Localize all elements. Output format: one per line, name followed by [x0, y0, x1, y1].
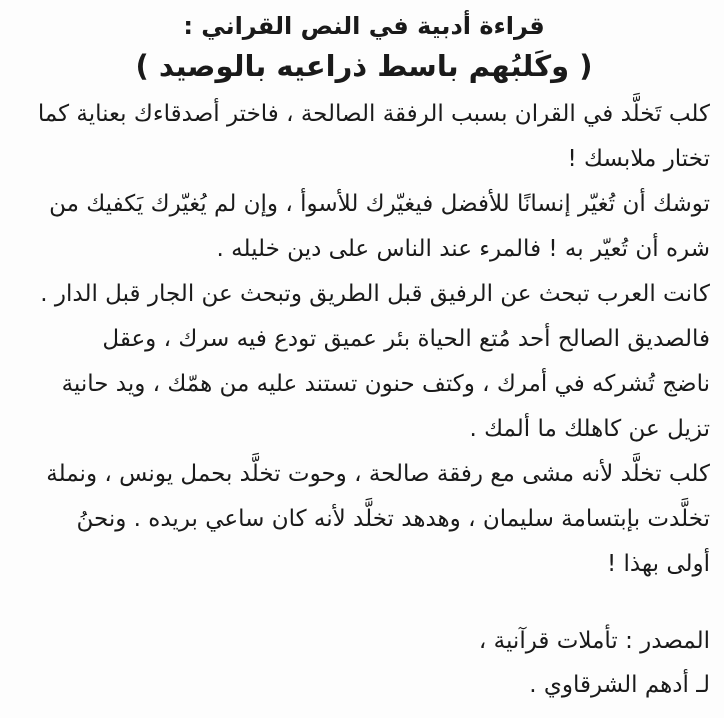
body-line: أولى بهذا ! — [607, 551, 710, 577]
quran-verse-heading: ( وكَلبُهم باسط ذراعيه بالوصيد ) — [135, 49, 593, 83]
body-line: توشك أن تُغيّر إنسانًا للأفضل فيغيّرك للأسوأ ، وإن لم يُغيّرك يَكفيك من — [49, 191, 710, 217]
body-line: كلب تخلَّد لأنه مشى مع رفقة صالحة ، وحوت تخلَّد بحمل يونس ، ونملة — [46, 461, 710, 487]
body-line: تخلَّدت بإبتسامة سليمان ، وهدهد تخلَّد لأنه كان ساعي بريده . ونحنُ — [76, 506, 710, 532]
page-title: قراءة أدبية في النص القراني : — [183, 12, 545, 40]
body-line: شره أن تُعيّر به ! فالمرء عند الناس على دين خليله . — [216, 236, 710, 262]
source-line: المصدر : تأملات قرآنية ، — [478, 628, 710, 654]
body-line: فالصديق الصالح أحد مُتع الحياة بئر عميق تودع فيه سرك ، وعقل — [102, 326, 710, 352]
body-text — [18, 92, 710, 587]
source-line: لـ أدهم الشرقاوي . — [529, 672, 710, 698]
body-line: كانت العرب تبحث عن الرفيق قبل الطريق وتبحث عن الجار قبل الدار . — [40, 281, 710, 307]
document-header — [18, 8, 710, 88]
body-line: تختار ملابسك ! — [567, 146, 710, 172]
body-line: تزيل عن كاهلك ما ألمك . — [469, 416, 710, 442]
source-attribution — [18, 619, 710, 707]
body-line: ناضج تُشركه في أمرك ، وكتف حنون تستند عليه من همّك ، ويد حانية — [61, 371, 710, 397]
body-line: كلب تَخلَّد في القران بسبب الرفقة الصالحة ، فاختر أصدقاءك بعناية كما — [37, 101, 710, 127]
